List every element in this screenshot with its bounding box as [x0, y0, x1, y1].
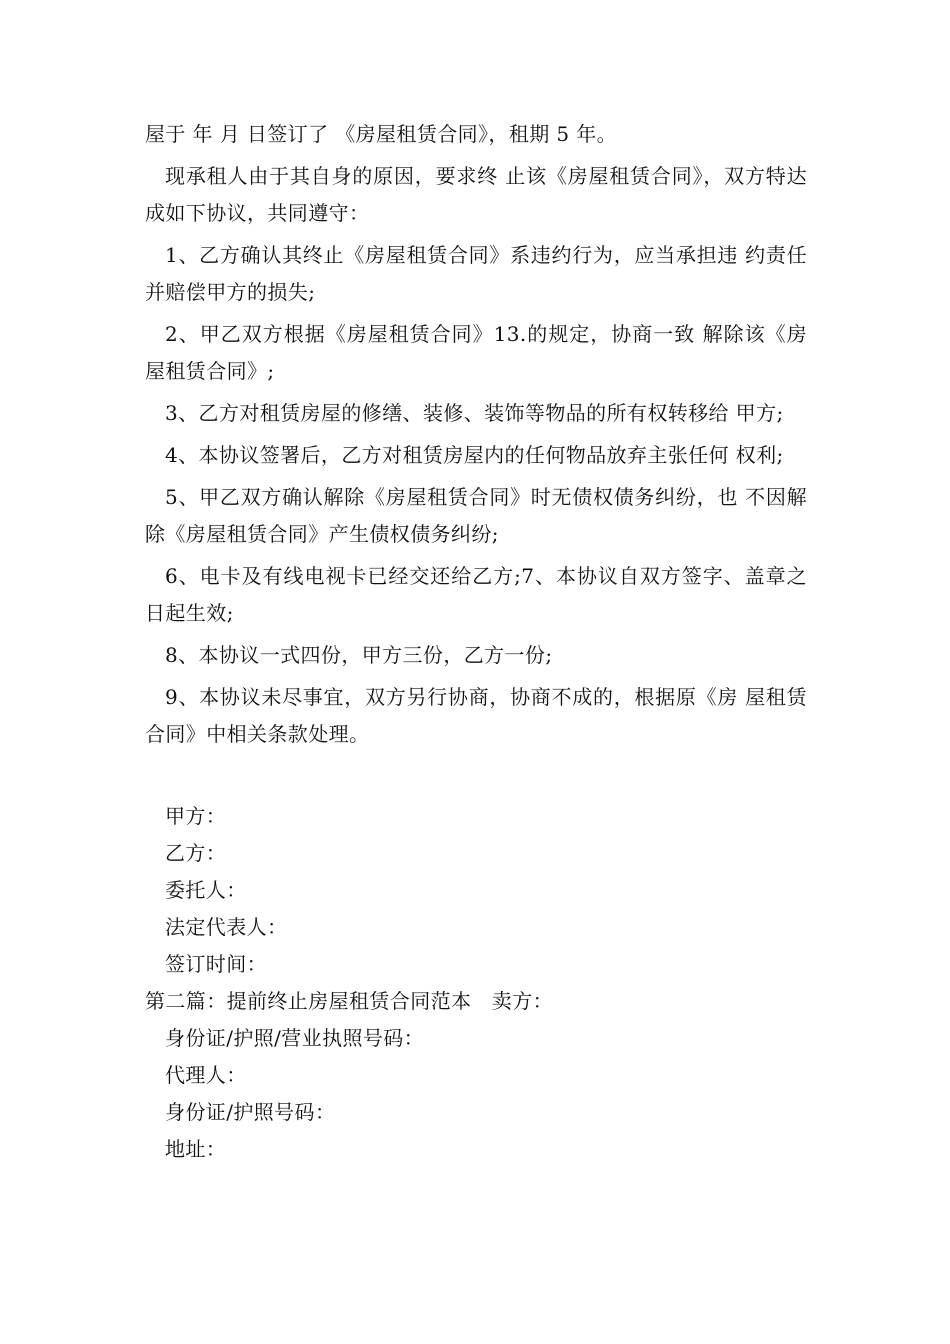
clause-6-7: 6、电卡及有线电视卡已经交还给乙方;7、本协议自双方签字、盖章之日起生效; [145, 564, 807, 625]
seller-address-field: 地址： [165, 1137, 227, 1161]
signature-party-b: 乙方： [165, 841, 227, 865]
seller-agent-id-field: 身份证/护照号码： [165, 1100, 336, 1124]
seller-agent-field: 代理人： [165, 1063, 247, 1087]
section-heading: 第二篇：提前终止房屋租赁合同范本 卖方： [145, 989, 553, 1013]
paragraph-contract-intro: 屋于 年 月 日签订了 《房屋租赁合同》，租期 5 年。 [145, 122, 618, 146]
clause-4: 4、本协议签署后，乙方对租赁房屋内的任何物品放弃主张任何 权利; [165, 443, 784, 467]
signature-legal-representative: 法定代表人： [165, 915, 288, 939]
signature-party-a: 甲方： [165, 804, 227, 828]
clause-5: 5、甲乙双方确认解除《房屋租赁合同》时无债权债务纠纷，也 不因解除《房屋租赁合同》产生债权债务纠纷; [145, 485, 807, 546]
clause-2: 2、甲乙双方根据《房屋租赁合同》13.的规定，协商一致 解除该《房屋租赁合同》; [145, 322, 807, 383]
paragraph-termination-request: 现承租人由于其自身的原因，要求终 止该《房屋租赁合同》，双方特达成如下协议，共同遵守： [145, 164, 807, 225]
signature-date: 签订时间： [165, 952, 267, 976]
clause-1: 1、乙方确认其终止《房屋租赁合同》系违约行为，应当承担违 约责任并赔偿甲方的损失; [145, 243, 807, 304]
signature-entrusted-person: 委托人： [165, 878, 247, 902]
clause-8: 8、本协议一式四份，甲方三份，乙方一份; [165, 643, 553, 667]
clause-3: 3、乙方对租赁房屋的修缮、装修、装饰等物品的所有权转移给 甲方; [165, 401, 784, 425]
document-page [145, 116, 807, 1168]
spacer [145, 758, 807, 798]
clause-9: 9、本协议未尽事宜，双方另行协商，协商不成的，根据原《房 屋租赁合同》中相关条款处理。 [145, 685, 807, 746]
seller-id-number-field: 身份证/护照/营业执照号码： [165, 1026, 425, 1050]
